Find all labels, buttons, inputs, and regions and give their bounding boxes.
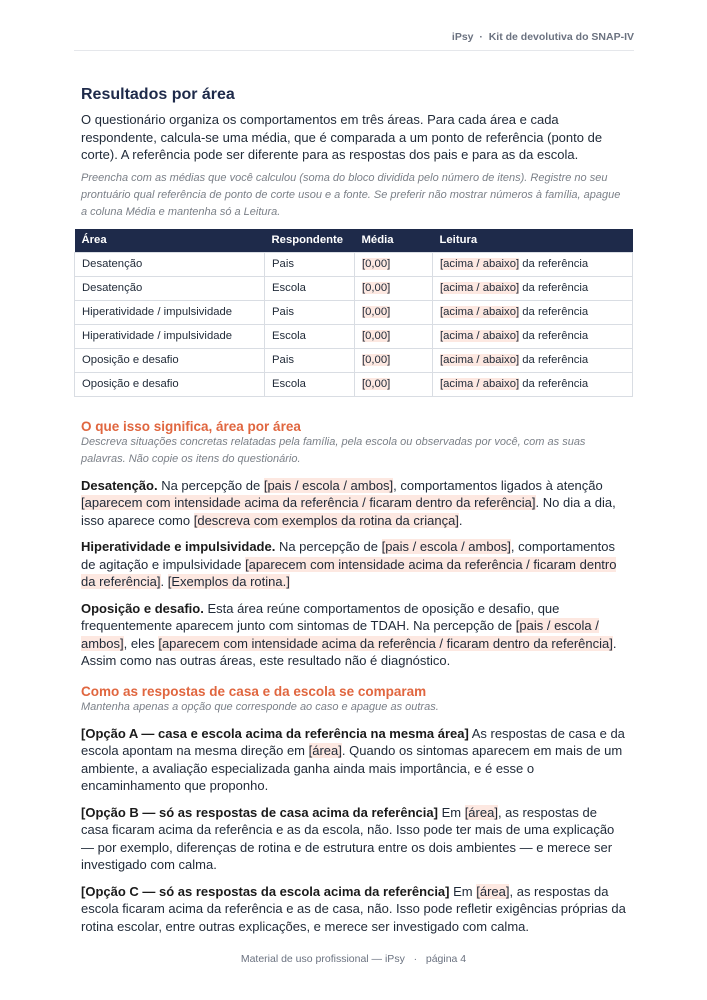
header-divider xyxy=(74,50,634,51)
paragraph-text: . Assim como nas outras áreas, este resultado não é diagnóstico. xyxy=(81,635,617,668)
cell-average xyxy=(355,348,433,372)
paragraph-lead: Desatenção. xyxy=(81,477,158,493)
results-table xyxy=(74,229,633,397)
average-placeholder: [0,00] xyxy=(362,282,391,294)
paragraph-text: Na percepção de xyxy=(275,539,382,554)
results-intro: O questionário organiza os comportamentos em três áreas. Para cada área e cada respondente, calcula-se uma média, que é comparada a um ponto de referência (ponto de corte). A referência pode ser diferente para as respostas dos pais e para as da escola. xyxy=(81,112,603,162)
placeholder: [área] xyxy=(308,743,342,758)
placeholder: [aparecem com intensidade acima da referência / ficaram dentro da referência] xyxy=(81,495,536,510)
footer-separator: · xyxy=(413,953,418,965)
average-placeholder: [0,00] xyxy=(362,330,391,342)
paragraph-text: . xyxy=(458,512,463,528)
paragraph-opposition xyxy=(81,600,626,670)
results-instruction-note: Preencha com as médias que você calculou (soma do bloco dividida pelo número de itens). Registre no seu prontuário qual referência de ponto de corte usou e a fonte. Se preferir não mostrar números à família, apague a coluna Média e mantenha só a Leitura. xyxy=(81,171,621,218)
reading-placeholder: [acima / abaixo] xyxy=(440,354,520,366)
average-placeholder: [0,00] xyxy=(362,258,391,270)
paragraph-text: , comportamentos de agitação e impulsividade xyxy=(81,539,615,572)
column-header-area: Área xyxy=(75,229,265,253)
paragraph-text: , as respostas de casa ficaram acima da referência e as da escola, não. Isso pode ter mais de uma explicação — por exemplo, diferenças de rotina e de estrutura entre os dois ambientes — e merece ser investigado com calma. xyxy=(81,804,615,872)
cell-respondent: Pais xyxy=(265,252,355,276)
option-label: [Opção B — só as respostas de casa acima da referência] xyxy=(81,804,438,820)
reading-text: da referência xyxy=(519,258,589,270)
paragraph-text: . Quando os sintomas aparecem em mais de um ambiente, a avaliação especializada ganha ainda mais importância, e é esse o encaminhamento que proponho. xyxy=(81,743,623,793)
meaning-instruction-note: Descreva situações concretas relatadas pela família, pela escola ou observadas por você, com as suas palavras. Não copie os itens do questionário. xyxy=(81,435,586,465)
paragraph-text: , comportamentos ligados à atenção xyxy=(393,477,603,493)
reading-placeholder: [acima / abaixo] xyxy=(440,330,520,342)
footer-text: Material de uso profissional — iPsy xyxy=(240,953,405,965)
comparison-instruction-note: Mantenha apenas a opção que corresponde ao caso e apague as outras. xyxy=(81,700,439,713)
placeholder: [pais / escola / ambos] xyxy=(263,477,394,493)
column-header-reading: Leitura xyxy=(433,229,633,253)
paragraph-text: . xyxy=(160,574,168,589)
cell-average xyxy=(355,276,433,300)
cell-reading xyxy=(433,324,633,348)
table-row xyxy=(75,348,633,372)
table-row xyxy=(75,252,633,276)
brand-name: iPsy xyxy=(451,31,474,43)
table-row xyxy=(75,300,633,324)
reading-placeholder: [acima / abaixo] xyxy=(440,306,520,318)
cell-reading xyxy=(433,276,633,300)
paragraph-text: , eles xyxy=(123,635,159,651)
cell-average xyxy=(355,324,433,348)
cell-area: Desatenção xyxy=(75,252,265,276)
header-separator: · xyxy=(479,31,483,43)
paragraph-text: Em xyxy=(449,883,477,899)
cell-average xyxy=(355,300,433,324)
average-placeholder: [0,00] xyxy=(362,306,391,318)
page-content xyxy=(81,86,626,944)
placeholder: [pais / escola / ambos] xyxy=(81,618,599,651)
reading-placeholder: [acima / abaixo] xyxy=(440,258,520,270)
placeholder: [aparecem com intensidade acima da referência / ficaram dentro da referência] xyxy=(158,635,613,651)
cell-average xyxy=(355,372,433,396)
paragraph-lead: Hiperatividade e impulsividade. xyxy=(81,539,276,554)
cell-area: Oposição e desafio xyxy=(75,372,265,396)
cell-reading xyxy=(433,300,633,324)
cell-area: Desatenção xyxy=(75,276,265,300)
cell-reading xyxy=(433,252,633,276)
placeholder: [pais / escola / ambos] xyxy=(381,539,511,554)
cell-respondent: Escola xyxy=(265,276,355,300)
paragraph-hyperactivity xyxy=(81,538,626,591)
option-b xyxy=(81,804,626,874)
cell-respondent: Pais xyxy=(265,300,355,324)
page-footer xyxy=(0,953,707,965)
reading-text: da referência xyxy=(519,306,589,318)
table-row xyxy=(75,372,633,396)
option-c xyxy=(81,883,626,936)
cell-respondent: Escola xyxy=(265,324,355,348)
reading-placeholder: [acima / abaixo] xyxy=(440,378,520,390)
cell-area: Oposição e desafio xyxy=(75,348,265,372)
placeholder: [aparecem com intensidade acima da referência / ficaram dentro da referência] xyxy=(81,556,617,589)
page-header xyxy=(74,31,634,43)
reading-text: da referência xyxy=(519,378,589,390)
placeholder: [área] xyxy=(476,883,510,899)
paragraph-text: Em xyxy=(437,804,465,820)
cell-area: Hiperatividade / impulsividade xyxy=(75,300,265,324)
paragraph-text: , as respostas da escola ficaram acima da referência e as de casa, não. Isso pode refletir exigências próprias da rotina escolar, entre outras explicações, e merece ser investigado com calma. xyxy=(81,883,626,934)
cell-reading xyxy=(433,372,633,396)
page-number: página 4 xyxy=(425,953,467,965)
option-label: [Opção C — só as respostas da escola acima da referência] xyxy=(81,883,450,899)
option-label: [Opção A — casa e escola acima da referência na mesma área] xyxy=(81,725,469,741)
cell-average xyxy=(355,252,433,276)
placeholder: [Exemplos da rotina.] xyxy=(167,574,290,589)
average-placeholder: [0,00] xyxy=(362,354,391,366)
paragraph-text: Na percepção de xyxy=(157,477,264,493)
section-title-comparison: Como as respostas de casa e da escola se comparam xyxy=(81,683,427,699)
paragraph-text: As respostas de casa e da escola apontam na mesma direção em xyxy=(81,725,625,758)
option-a xyxy=(81,725,626,795)
section-title-results: Resultados por área xyxy=(81,86,235,103)
paragraph-text: Esta área reúne comportamentos de oposição e desafio, que frequentemente aparecem junto com sintomas de TDAH. Na percepção de xyxy=(81,600,560,633)
table-header-row xyxy=(75,229,633,253)
cell-respondent: Pais xyxy=(265,348,355,372)
paragraph-inattention xyxy=(81,477,626,530)
average-placeholder: [0,00] xyxy=(362,378,391,390)
placeholder: [área] xyxy=(464,804,498,820)
reading-text: da referência xyxy=(519,354,589,366)
cell-area: Hiperatividade / impulsividade xyxy=(75,324,265,348)
reading-placeholder: [acima / abaixo] xyxy=(440,282,520,294)
placeholder: [descreva com exemplos da rotina da criança] xyxy=(193,512,459,528)
paragraph-text: . No dia a dia, isso aparece como xyxy=(81,495,616,528)
section-title-meaning: O que isso significa, área por área xyxy=(81,418,301,434)
reading-text: da referência xyxy=(519,282,589,294)
cell-reading xyxy=(433,348,633,372)
column-header-respondent: Respondente xyxy=(265,229,355,253)
reading-text: da referência xyxy=(519,330,589,342)
table-row xyxy=(75,324,633,348)
document-title: Kit de devolutiva do SNAP-IV xyxy=(488,31,634,43)
column-header-average: Média xyxy=(355,229,433,253)
table-row xyxy=(75,276,633,300)
paragraph-lead: Oposição e desafio. xyxy=(81,600,204,616)
cell-respondent: Escola xyxy=(265,372,355,396)
